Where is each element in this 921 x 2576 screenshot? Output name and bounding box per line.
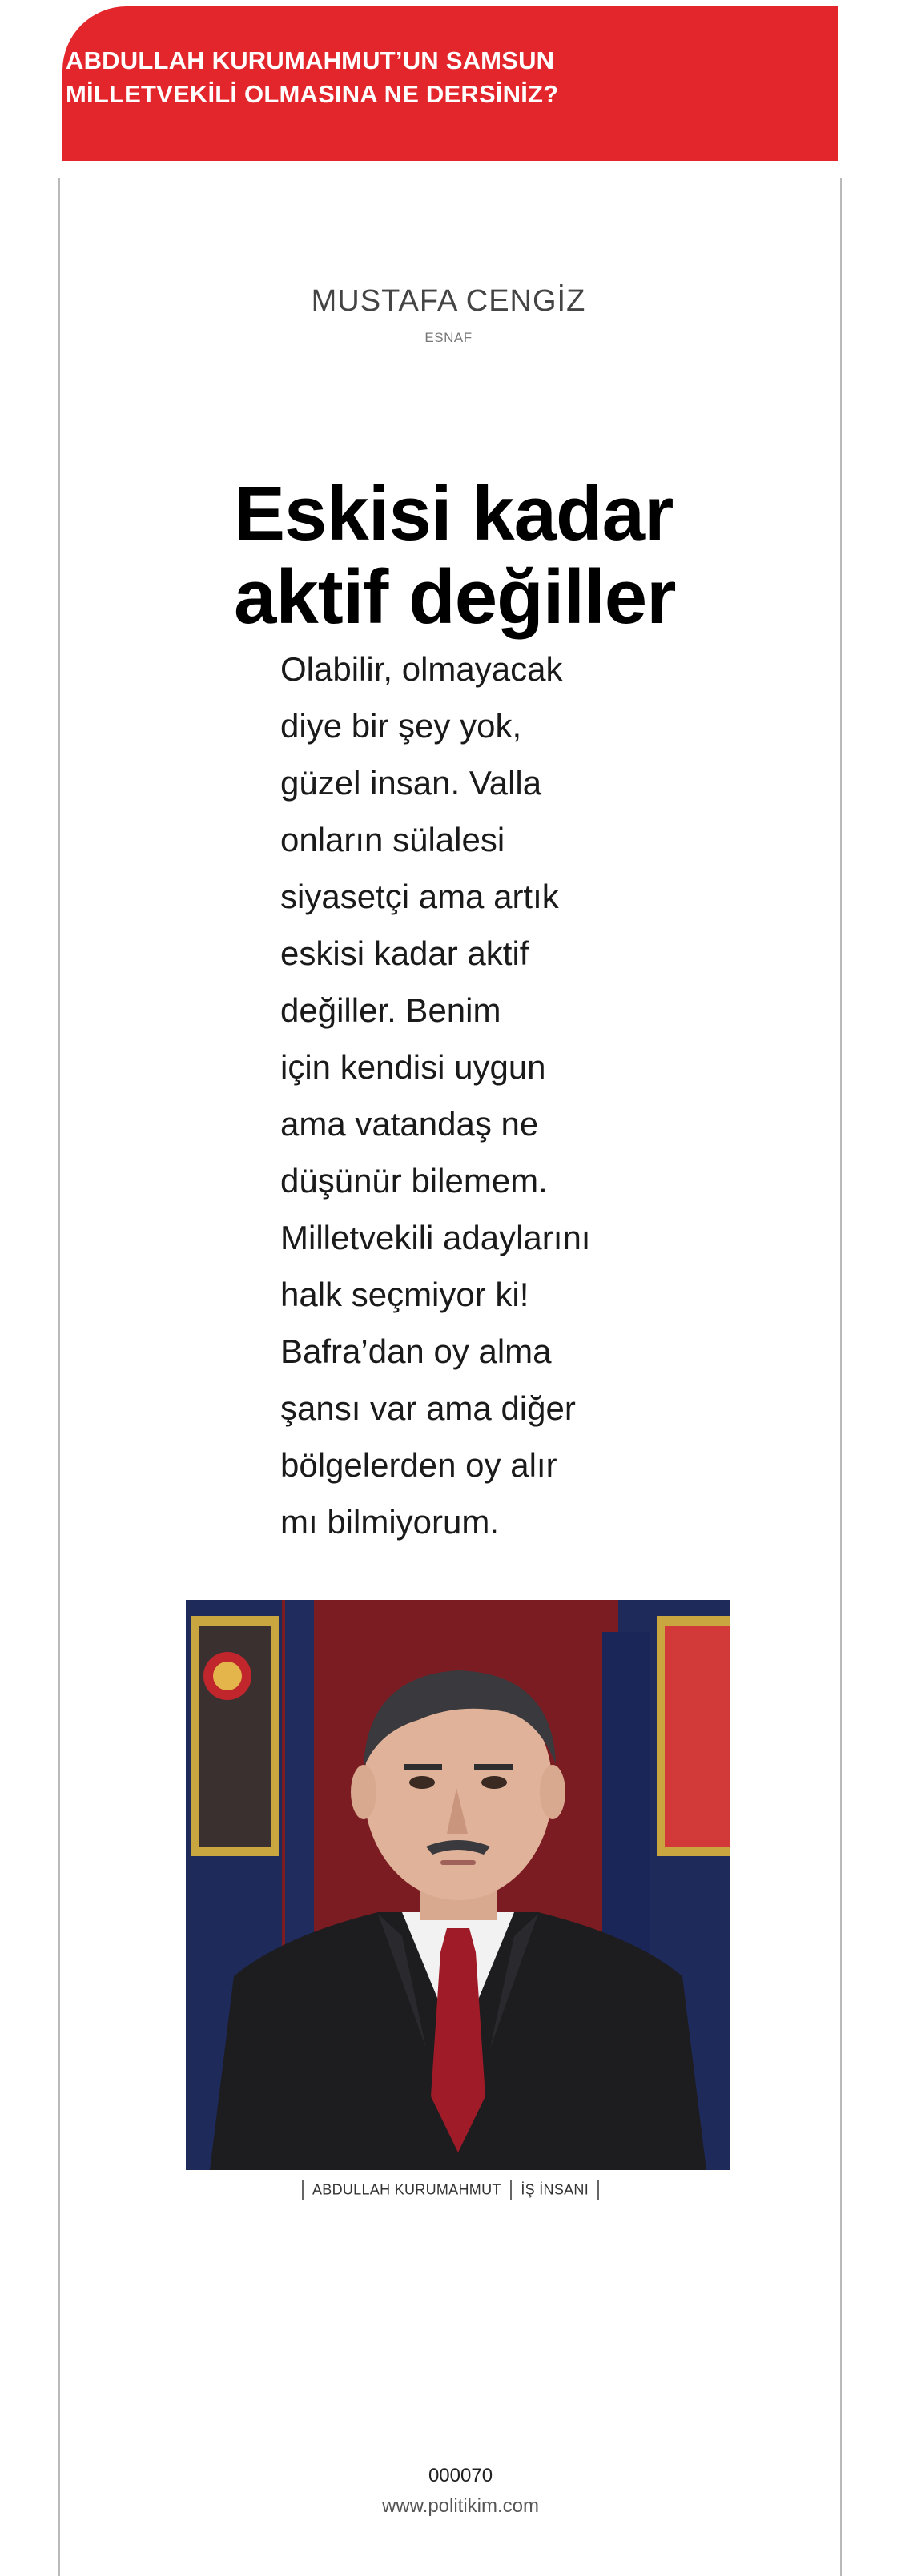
body-line: güzel insan. Valla: [280, 764, 542, 802]
body-line: ama vatandaş ne: [280, 1105, 539, 1143]
page-number: 000070: [428, 2465, 493, 2486]
portrait-photo: [186, 1600, 730, 2170]
body-line: Milletvekili adaylarını: [280, 1219, 591, 1256]
headline-line-1: Eskisi kadar: [234, 471, 674, 557]
banner-line-2: MİLLETVEKİLİ OLMASINA NE DERSİNİZ?: [66, 80, 559, 108]
banner-line-1: ABDULLAH KURUMAHMUT’UN SAMSUN: [66, 46, 555, 74]
body-line: şansı var ama diğer: [280, 1389, 576, 1427]
body-line: bölgelerden oy alır: [280, 1446, 557, 1484]
caption-separator: [597, 2180, 599, 2200]
headline: [234, 472, 676, 639]
body-line: siyasetçi ama artık: [280, 878, 559, 915]
banner-question: [66, 44, 558, 111]
frame-left-border: [58, 178, 60, 2576]
body-line: diye bir şey yok,: [280, 707, 522, 745]
body-line: Olabilir, olmayacak: [280, 650, 563, 688]
caption-name: ABDULLAH KURUMAHMUT: [312, 2181, 501, 2198]
caption-title: İŞ İNSANI: [521, 2181, 589, 2198]
photo-caption: [0, 2180, 901, 2200]
quote-body: [280, 641, 649, 1550]
body-line: Bafra’dan oy alma: [280, 1332, 552, 1370]
author-role: ESNAF: [424, 330, 473, 345]
body-line: halk seçmiyor ki!: [280, 1276, 529, 1313]
headline-line-2: aktif değiller: [234, 554, 676, 640]
website-link[interactable]: www.politikim.com: [381, 2495, 540, 2517]
portrait-illustration: [186, 1600, 730, 2170]
body-line: onların sülalesi: [280, 821, 505, 858]
body-line: değiller. Benim: [280, 991, 501, 1029]
author-name: MUSTAFA CENGİZ: [311, 284, 586, 318]
caption-separator: [302, 2180, 304, 2200]
body-line: için kendisi uygun: [280, 1048, 546, 1086]
body-line: mı bilmiyorum.: [280, 1503, 500, 1541]
body-line: düşünür bilemem.: [280, 1162, 548, 1200]
caption-separator: [510, 2180, 512, 2200]
frame-right-border: [840, 178, 842, 2576]
body-line: eskisi kadar aktif: [280, 934, 529, 972]
